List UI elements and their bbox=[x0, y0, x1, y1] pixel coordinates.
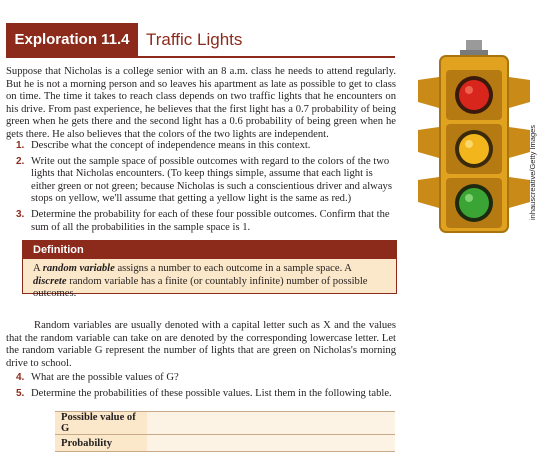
question-text: Describe what the concept of independence means in this context. bbox=[31, 140, 311, 151]
question-number: 5. bbox=[16, 387, 25, 399]
table-cell bbox=[147, 412, 395, 435]
probability-table bbox=[55, 411, 395, 452]
definition-term-random-variable: random variable bbox=[42, 263, 115, 274]
question-number: 2. bbox=[16, 155, 25, 167]
exploration-label: Exploration 11.4 bbox=[6, 23, 138, 57]
table-cell bbox=[147, 435, 395, 452]
photo-credit: inhauscreative/Getty Images bbox=[528, 124, 537, 220]
definition-text: A bbox=[33, 263, 43, 274]
question-item bbox=[6, 388, 396, 401]
definition-text: assigns a number to each outcome in a sample space. A bbox=[114, 263, 352, 274]
definition-term-discrete: discrete bbox=[33, 275, 67, 287]
intro-paragraph: Suppose that Nicholas is a college senior with an 8 a.m. class he needs to attend regularly. But he is not a morning person and so leaves his apartment as late as possible to get to class on time. The time it takes to reach class depends on two traffic lights that he encounters on his drive. From past experience, he believes that the first light has a 0.7 probability of being green when he gets there and the second light has a 0.6 probability of being green when he gets there. He also believes that the colors of the two lights are independent. bbox=[6, 66, 396, 140]
random-variable-paragraph: Random variables are usually denoted with a capital letter such as X and the values that the random variable can take on are denoted by the corresponding lowercase letter. Let the random variable G represent the number of lights that are green on Nicholas's morning drive to school. bbox=[6, 320, 396, 369]
traffic-light-photo bbox=[410, 40, 538, 240]
red-light-icon bbox=[459, 80, 489, 110]
question-number: 1. bbox=[16, 140, 25, 151]
question-text: Determine the probability for each of these four possible outcomes. Confirm that the sum of all the probabilities in the sample space is 1. bbox=[31, 208, 390, 233]
definition-body bbox=[23, 259, 396, 301]
question-list-2 bbox=[6, 372, 396, 403]
exploration-title: Traffic Lights bbox=[146, 30, 243, 49]
question-item bbox=[6, 140, 396, 153]
lamp-glint bbox=[465, 140, 473, 148]
table-row bbox=[55, 412, 395, 435]
yellow-light-icon bbox=[459, 134, 489, 164]
row-label-probability: Probability bbox=[55, 435, 147, 452]
question-item bbox=[6, 209, 396, 234]
table-row bbox=[55, 435, 395, 452]
row-label-value: Possible value of G bbox=[55, 412, 147, 435]
lamp-glint bbox=[465, 86, 473, 94]
definition-box bbox=[22, 240, 397, 300]
question-list-1 bbox=[6, 140, 396, 237]
question-text: What are the possible values of G? bbox=[31, 372, 179, 383]
question-number: 4. bbox=[16, 372, 25, 383]
question-text: Determine the probabilities of these possible values. List them in the following table. bbox=[31, 387, 392, 399]
green-light-icon bbox=[459, 188, 489, 218]
question-item bbox=[6, 372, 396, 385]
question-text: Write out the sample space of possible outcomes with regard to the colors of the two lights that Nicholas encounters. (To keep things simple, assume that each light is either green or not green; because Nicholas is such a conscientious driver and always stops on yellow, we'll assume that getting a yellow light is the same as red.) bbox=[31, 155, 392, 205]
definition-text: random variable has a finite (or countably infinite) number of possible outcomes. bbox=[33, 275, 368, 300]
definition-heading: Definition bbox=[23, 241, 396, 259]
exploration-header bbox=[0, 23, 395, 57]
question-number: 3. bbox=[16, 208, 25, 220]
question-item bbox=[6, 156, 396, 206]
lamp-glint bbox=[465, 194, 473, 202]
title-rule bbox=[6, 56, 395, 58]
